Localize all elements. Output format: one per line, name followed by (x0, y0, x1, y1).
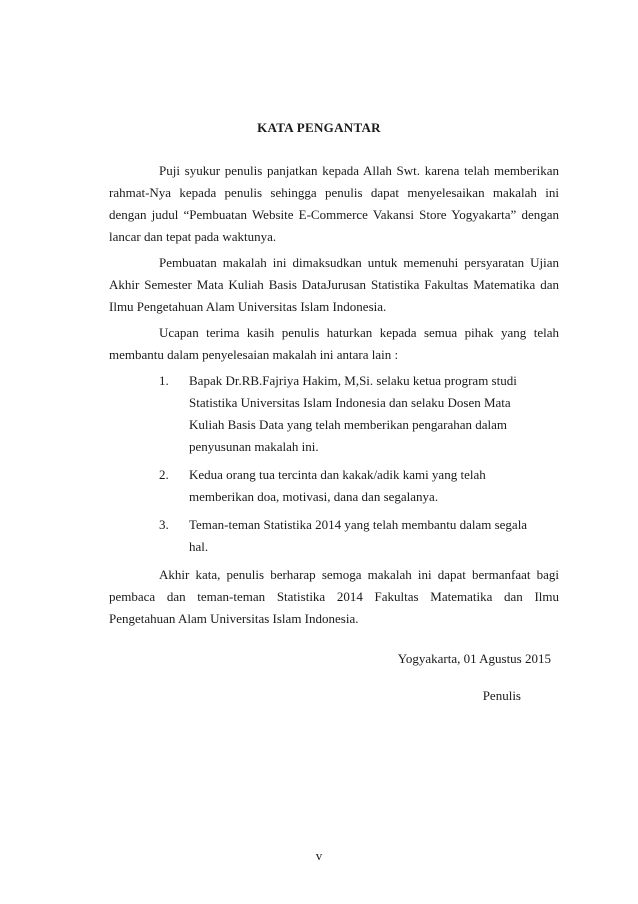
page-number: v (315, 848, 323, 863)
page-title: KATA PENGANTAR (257, 120, 381, 135)
document-body (109, 160, 559, 634)
list-item-text: Bapak Dr.RB.Fajriya Hakim, M,Si. selaku ketua program studi Statistika Universitas Islam Indonesia dan selaku Dosen Mata Kuliah Basis Data yang telah memberikan pengarahan dalam penyusunan makalah ini. (189, 373, 517, 454)
paragraph-closing: Akhir kata, penulis berharap semoga makalah ini dapat bermanfaat bagi pembaca dan teman-teman Statistika 2014 Fakultas Matematika dan Ilmu Pengetahuan Alam Universitas Islam Indonesia. (109, 567, 559, 626)
list-item-number: 1. (159, 373, 169, 388)
list-item (109, 464, 549, 508)
list-item-text: Kedua orang tua tercinta dan kakak/adik kami yang telah memberikan doa, motivasi, dana dan segalanya. (189, 467, 486, 504)
acknowledgement-list (109, 370, 559, 558)
paragraph-opening: Puji syukur penulis panjatkan kepada Allah Swt. karena telah memberikan rahmat-Nya kepada penulis sehingga penulis dapat menyelesaikan makalah ini dengan judul “Pembuatan Website E-Commerce Vakansi Store Yogyakarta” dengan lancar dan tepat pada waktunya. (109, 163, 559, 244)
paragraph-purpose: Pembuatan makalah ini dimaksudkan untuk memenuhi persyaratan Ujian Akhir Semester Mata Kuliah Basis DataJurusan Statistika Fakultas Matematika dan Ilmu Pengetahuan Alam Universitas Islam Indonesia. (109, 255, 559, 314)
list-item-text: Teman-teman Statistika 2014 yang telah membantu dalam segala hal. (189, 517, 528, 554)
author-signature: Penulis (482, 688, 521, 703)
paragraph-thanks: Ucapan terima kasih penulis haturkan kepada semua pihak yang telah membantu dalam penyelesaian makalah ini antara lain : (109, 325, 559, 362)
list-item-number: 2. (159, 467, 169, 482)
place-date: Yogyakarta, 01 Agustus 2015 (397, 651, 551, 666)
list-item-number: 3. (159, 517, 169, 532)
list-item (109, 514, 549, 558)
list-item (109, 370, 549, 458)
